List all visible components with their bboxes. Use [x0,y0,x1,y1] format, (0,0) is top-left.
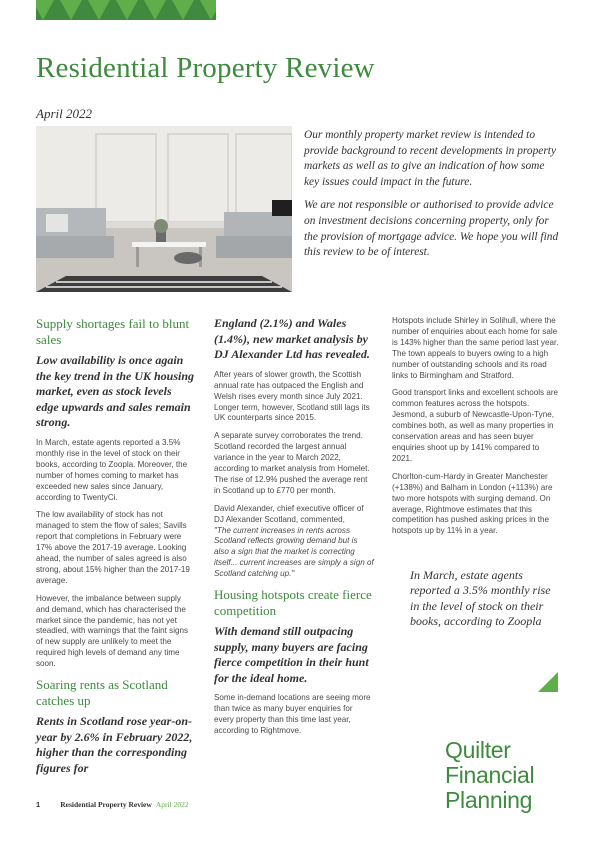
page-footer [36,800,189,809]
pull-quote: In March, estate agents reported a 3.5% monthly rise in the level of stock on their books, according to Zoopla [410,568,551,629]
body-paragraph: Hotspots include Shirley in Solihull, where the number of enquiries about each home for sale is 143% higher than the same period last year. The town appeals to buyers owing to a high number of outstanding schools and its road links to Birmingham and Stratford. [392,316,559,380]
section-lead-rents: Rents in Scotland rose year-on-year by 2.6% in February 2022, higher than the corresponding figures for [36,714,193,775]
footer-date: April 2022 [155,800,189,809]
body-paragraph: The low availability of stock has not managed to stem the flow of sales; Savills report that completions in February were 17% above the 2017-19 average. Looking ahead, the number of sales agreed is also strong, about 15% higher than the 2017-19 average. [36,510,190,585]
body-paragraph: In March, estate agents reported a 3.5% monthly rise in the level of stock on their books, according to Zoopla. Moreover, the number of homes coming to market has exceeded new sales since January, according to TwentyCi. [36,437,188,502]
issue-date: April 2022 [36,106,92,121]
disclaimer-paragraph: We are not responsible or authorised to provide advice on investment decisions concerning property, only for the provision of mortgage advice. We hope you will find this review to be of interest. [304,199,559,259]
quilter-logo [445,738,534,813]
logo-line: Quilter [445,737,511,763]
header-decoration [36,0,216,20]
body-paragraph: Good transport links and excellent schools are common features across the hotspots. Jesmond, a suburb of Newcastle-Upon-Tyne, combines both, as well as many properties in conservation areas and has seen buyer enquiries shoot up by 141% compared to 2021. [392,388,559,463]
footer-publication: Residential Property Review [60,800,152,809]
body-paragraph: Some in-demand locations are seeing more than twice as many buyer enquiries for every property than this time last year, according to Rightmove. [214,693,371,736]
section-lead-rents-continued: England (2.1%) and Wales (1.4%), new market analysis by DJ Alexander Ltd has revealed. [214,316,370,362]
body-paragraph: A separate survey corroborates the trend. Scotland recorded the largest annual variance in the year to March 2022, according to market analysis from Homelet. The rise of 12.9% pushed the average rent in Scotland up to £770 per month. [214,431,370,495]
quote-text: "The current increases in rents across Scotland reflects growing demand but is also a sign that the market is correcting itself... current increases are simply a sign of Scotland catching up." [214,525,374,579]
intro-paragraph: Our monthly property market review is intended to provide background to recent developments in property markets as well as to give an indication of how some key issues could impact in the future. [304,129,556,188]
section-lead-hotspots: With demand still outpacing supply, many buyers are facing fierce competition in their hunt for the ideal home. [214,624,369,685]
section-heading-hotspots: Housing hotspots create fierce competition [214,587,372,618]
section-heading-rents: Soaring rents as Scotland catches up [36,677,168,708]
pull-quote-accent [538,672,558,692]
section-heading-supply: Supply shortages fail to blunt sales [36,316,190,347]
article-column-3 [392,316,560,544]
body-paragraph: Chorlton-cum-Hardy in Greater Manchester (+138%) and Balham in London (+113%) are two more hotspots with surging demand. On average, Rightmove estimates that this competition has pushed asking prices in the hotspots up by 11% in a year. [392,471,553,536]
page-title: Residential Property Review [36,52,375,84]
body-paragraph: However, the imbalance between supply and demand, which has characterised the market since the pandemic, has not yet steadied, with warnings that the faint signs of new supply are unlikely to meet the required high levels of demand any time soon. [36,593,189,669]
logo-line: Planning [445,787,533,813]
article-column-2 [214,316,374,744]
intro-text [304,128,562,269]
article-column-1 [36,316,196,783]
page-number: 1 [36,800,41,809]
body-paragraph: David Alexander, chief executive officer of DJ Alexander Scotland, commented, [214,503,364,524]
body-paragraph: After years of slower growth, the Scottish annual rate has outpaced the English and Welsh rises every month since July 2021. Longer term, however, Scotland still lags its UK counterparts since 2015. [214,369,370,423]
section-lead-supply: Low availability is once again the key trend in the UK housing market, even as stock levels edge upwards and sales remain strong. [36,353,195,430]
hero-image [36,126,292,292]
logo-line: Financial [445,762,535,788]
